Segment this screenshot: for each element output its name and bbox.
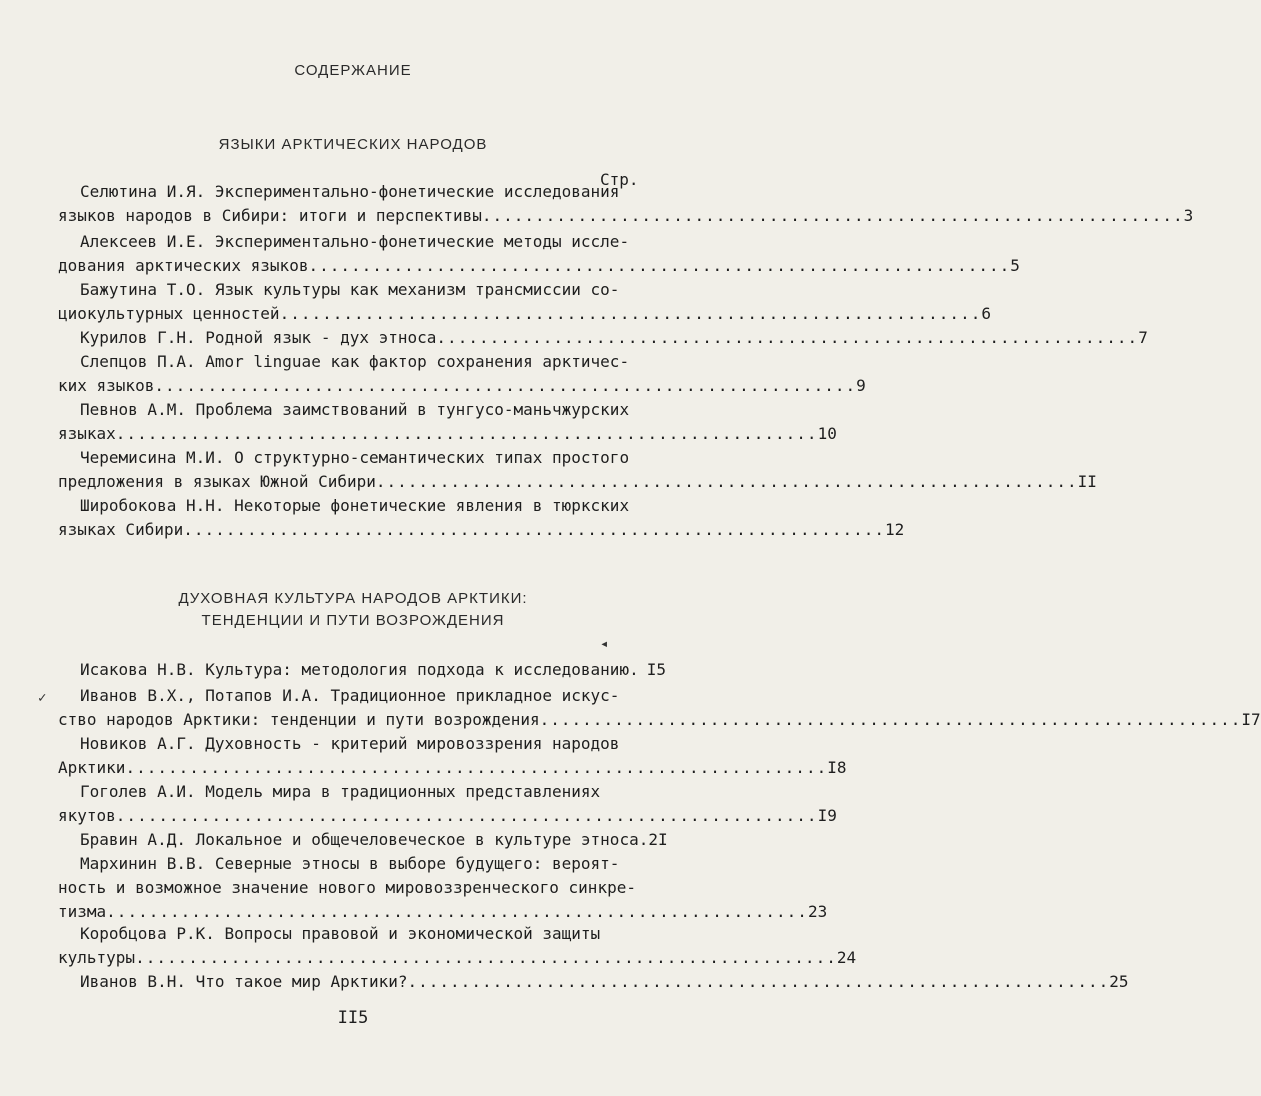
page-number: 2I [648, 830, 668, 849]
entry-text: языков народов в Сибири: итоги и перспективы [58, 206, 482, 225]
entry-text: Иванов В.Н. Что такое мир Арктики? [80, 972, 408, 991]
entry-text: ность и возможное значение нового мировоззренческого синкре- [58, 878, 636, 897]
entry-text: якутов [58, 806, 116, 825]
page-number: II [1077, 472, 1097, 491]
entry-text: дования арктических языков [58, 256, 309, 275]
entry-text: Курилов Г.Н. Родной язык - дух этноса [80, 328, 437, 347]
entry-text: Певнов А.М. Проблема заимствований в тунгусо-маньчжурских [80, 400, 630, 419]
entry-text: тизма [58, 902, 107, 921]
toc-entry: Бажутина Т.О. Язык культуры как механизм трансмиссии со- циокультурных ценностей .................................................................. 6 [58, 278, 666, 326]
entry-text: языках [58, 424, 116, 443]
entry-text: Коробцова Р.К. Вопросы правовой и экономической защиты [80, 924, 601, 943]
page-number: 10 [817, 424, 837, 443]
page-number: I7 [1241, 710, 1261, 729]
page-number: 12 [885, 520, 905, 539]
section-heading: ТЕНДЕНЦИИ И ПУТИ ВОЗРОЖДЕНИЯ [201, 612, 505, 629]
toc-entry: Новиков А.Г. Духовность - критерий мировоззрения народов Арктики .................................................................. I8 [58, 732, 666, 780]
page-number: 23 [807, 902, 828, 921]
entry-text: Алексеев И.Е. Экспериментально-фонетические методы иссле- [80, 232, 630, 251]
entry-text: Широбокова Н.Н. Некоторые фонетические явления в тюркских [80, 496, 630, 515]
entry-text: языках Сибири [58, 520, 184, 539]
page-number: I8 [827, 758, 847, 777]
page-title: СОДЕРЖАНИЕ [294, 62, 412, 79]
entry-text: Мархинин В.В. Северные этносы в выборе будущего: вероят- [80, 854, 620, 873]
toc-entry: Алексеев И.Е. Экспериментально-фонетические методы иссле- дования арктических языков .................................................................. 5 [58, 230, 666, 278]
page-number: 7 [1138, 328, 1148, 347]
toc-entry: Слепцов П.А. Amor linguae как фактор сохранения арктичес- ких языков .................................................................. 9 [58, 350, 666, 398]
section-heading: ДУХОВНАЯ КУЛЬТУРА НАРОДОВ АРКТИКИ: [178, 590, 528, 607]
entry-text: ких языков [58, 376, 155, 395]
entry-text: Гоголев А.И. Модель мира в традиционных представлениях [80, 782, 601, 801]
entry-text: Иванов В.Х., Потапов И.А. Традиционное прикладное искус- [80, 686, 620, 705]
page-number: I5 [646, 660, 666, 679]
page-number: I9 [817, 806, 837, 825]
entry-text: Селютина И.Я. Экспериментально-фонетические исследования [80, 182, 620, 201]
toc-entry: Мархинин В.В. Северные этносы в выборе будущего: вероят- ность и возможное значение нового мировоззренческого синкре- тизма .................................................................. 23 [58, 852, 666, 924]
check-mark-icon: ✓ [38, 690, 47, 706]
page-number: 9 [856, 376, 866, 395]
entry-text: Бажутина Т.О. Язык культуры как механизм трансмиссии со- [80, 280, 620, 299]
entry-text: Исакова Н.В. Культура: методология подхода к исследованию. [80, 660, 639, 679]
page-number: 24 [836, 948, 857, 967]
toc-entry: Певнов А.М. Проблема заимствований в тунгусо-маньчжурских языках .................................................................. 10 [58, 398, 666, 446]
entry-text: Черемисина М.И. О структурно-семантических типах простого [80, 448, 630, 467]
page-number: 3 [1183, 206, 1194, 225]
entry-text: циокультурных ценностей [58, 304, 280, 323]
page-number: 5 [1010, 256, 1020, 275]
page-column-header: Стр. [600, 170, 639, 189]
toc-entry: Иванов В.Х., Потапов И.А. Традиционное прикладное искус- ство народов Арктики: тенденции и пути возрождения .................................................................. I7 [58, 684, 666, 732]
entry-text: ство народов Арктики: тенденции и пути возрождения [58, 710, 540, 729]
pencil-mark-icon: ◂ [600, 636, 609, 652]
toc-entry: Гоголев А.И. Модель мира в традиционных представлениях якутов .................................................................. I9 [58, 780, 666, 828]
page-number: 25 [1109, 972, 1129, 991]
page-number: 6 [981, 304, 991, 323]
toc-entry: Черемисина М.И. О структурно-семантических типах простого предложения в языках Южной Сибири .................................................................. II [58, 446, 666, 494]
toc-entry: Широбокова Н.Н. Некоторые фонетические явления в тюркских языках Сибири .................................................................. 12 [58, 494, 666, 542]
entry-text: Слепцов П.А. Amor linguae как фактор сохранения арктичес- [80, 352, 630, 371]
entry-text: Арктики [58, 758, 126, 777]
section-heading: ЯЗЫКИ АРКТИЧЕСКИХ НАРОДОВ [218, 136, 488, 153]
toc-entry [58, 828, 666, 852]
toc-entry [58, 658, 666, 682]
toc-entry: Иванов В.Н. Что такое мир Арктики? .................................................................. 25 [58, 970, 666, 994]
toc-entry: Коробцова Р.К. Вопросы правовой и экономической защиты культуры .................................................................. 24 [58, 922, 666, 970]
toc-entry: Курилов Г.Н. Родной язык - дух этноса .................................................................. 7 [58, 326, 666, 350]
page-folio: II5 [337, 1008, 369, 1028]
entry-text: культуры [58, 948, 136, 967]
entry-text: Новиков А.Г. Духовность - критерий мировоззрения народов [80, 734, 620, 753]
toc-entry: Селютина И.Я. Экспериментально-фонетические исследования языков народов в Сибири: итоги и перспективы .................................................................. 3 [58, 180, 666, 228]
entry-text: Бравин А.Д. Локальное и общечеловеческое в культуре этноса. [80, 830, 649, 849]
entry-text: предложения в языках Южной Сибири [58, 472, 376, 491]
